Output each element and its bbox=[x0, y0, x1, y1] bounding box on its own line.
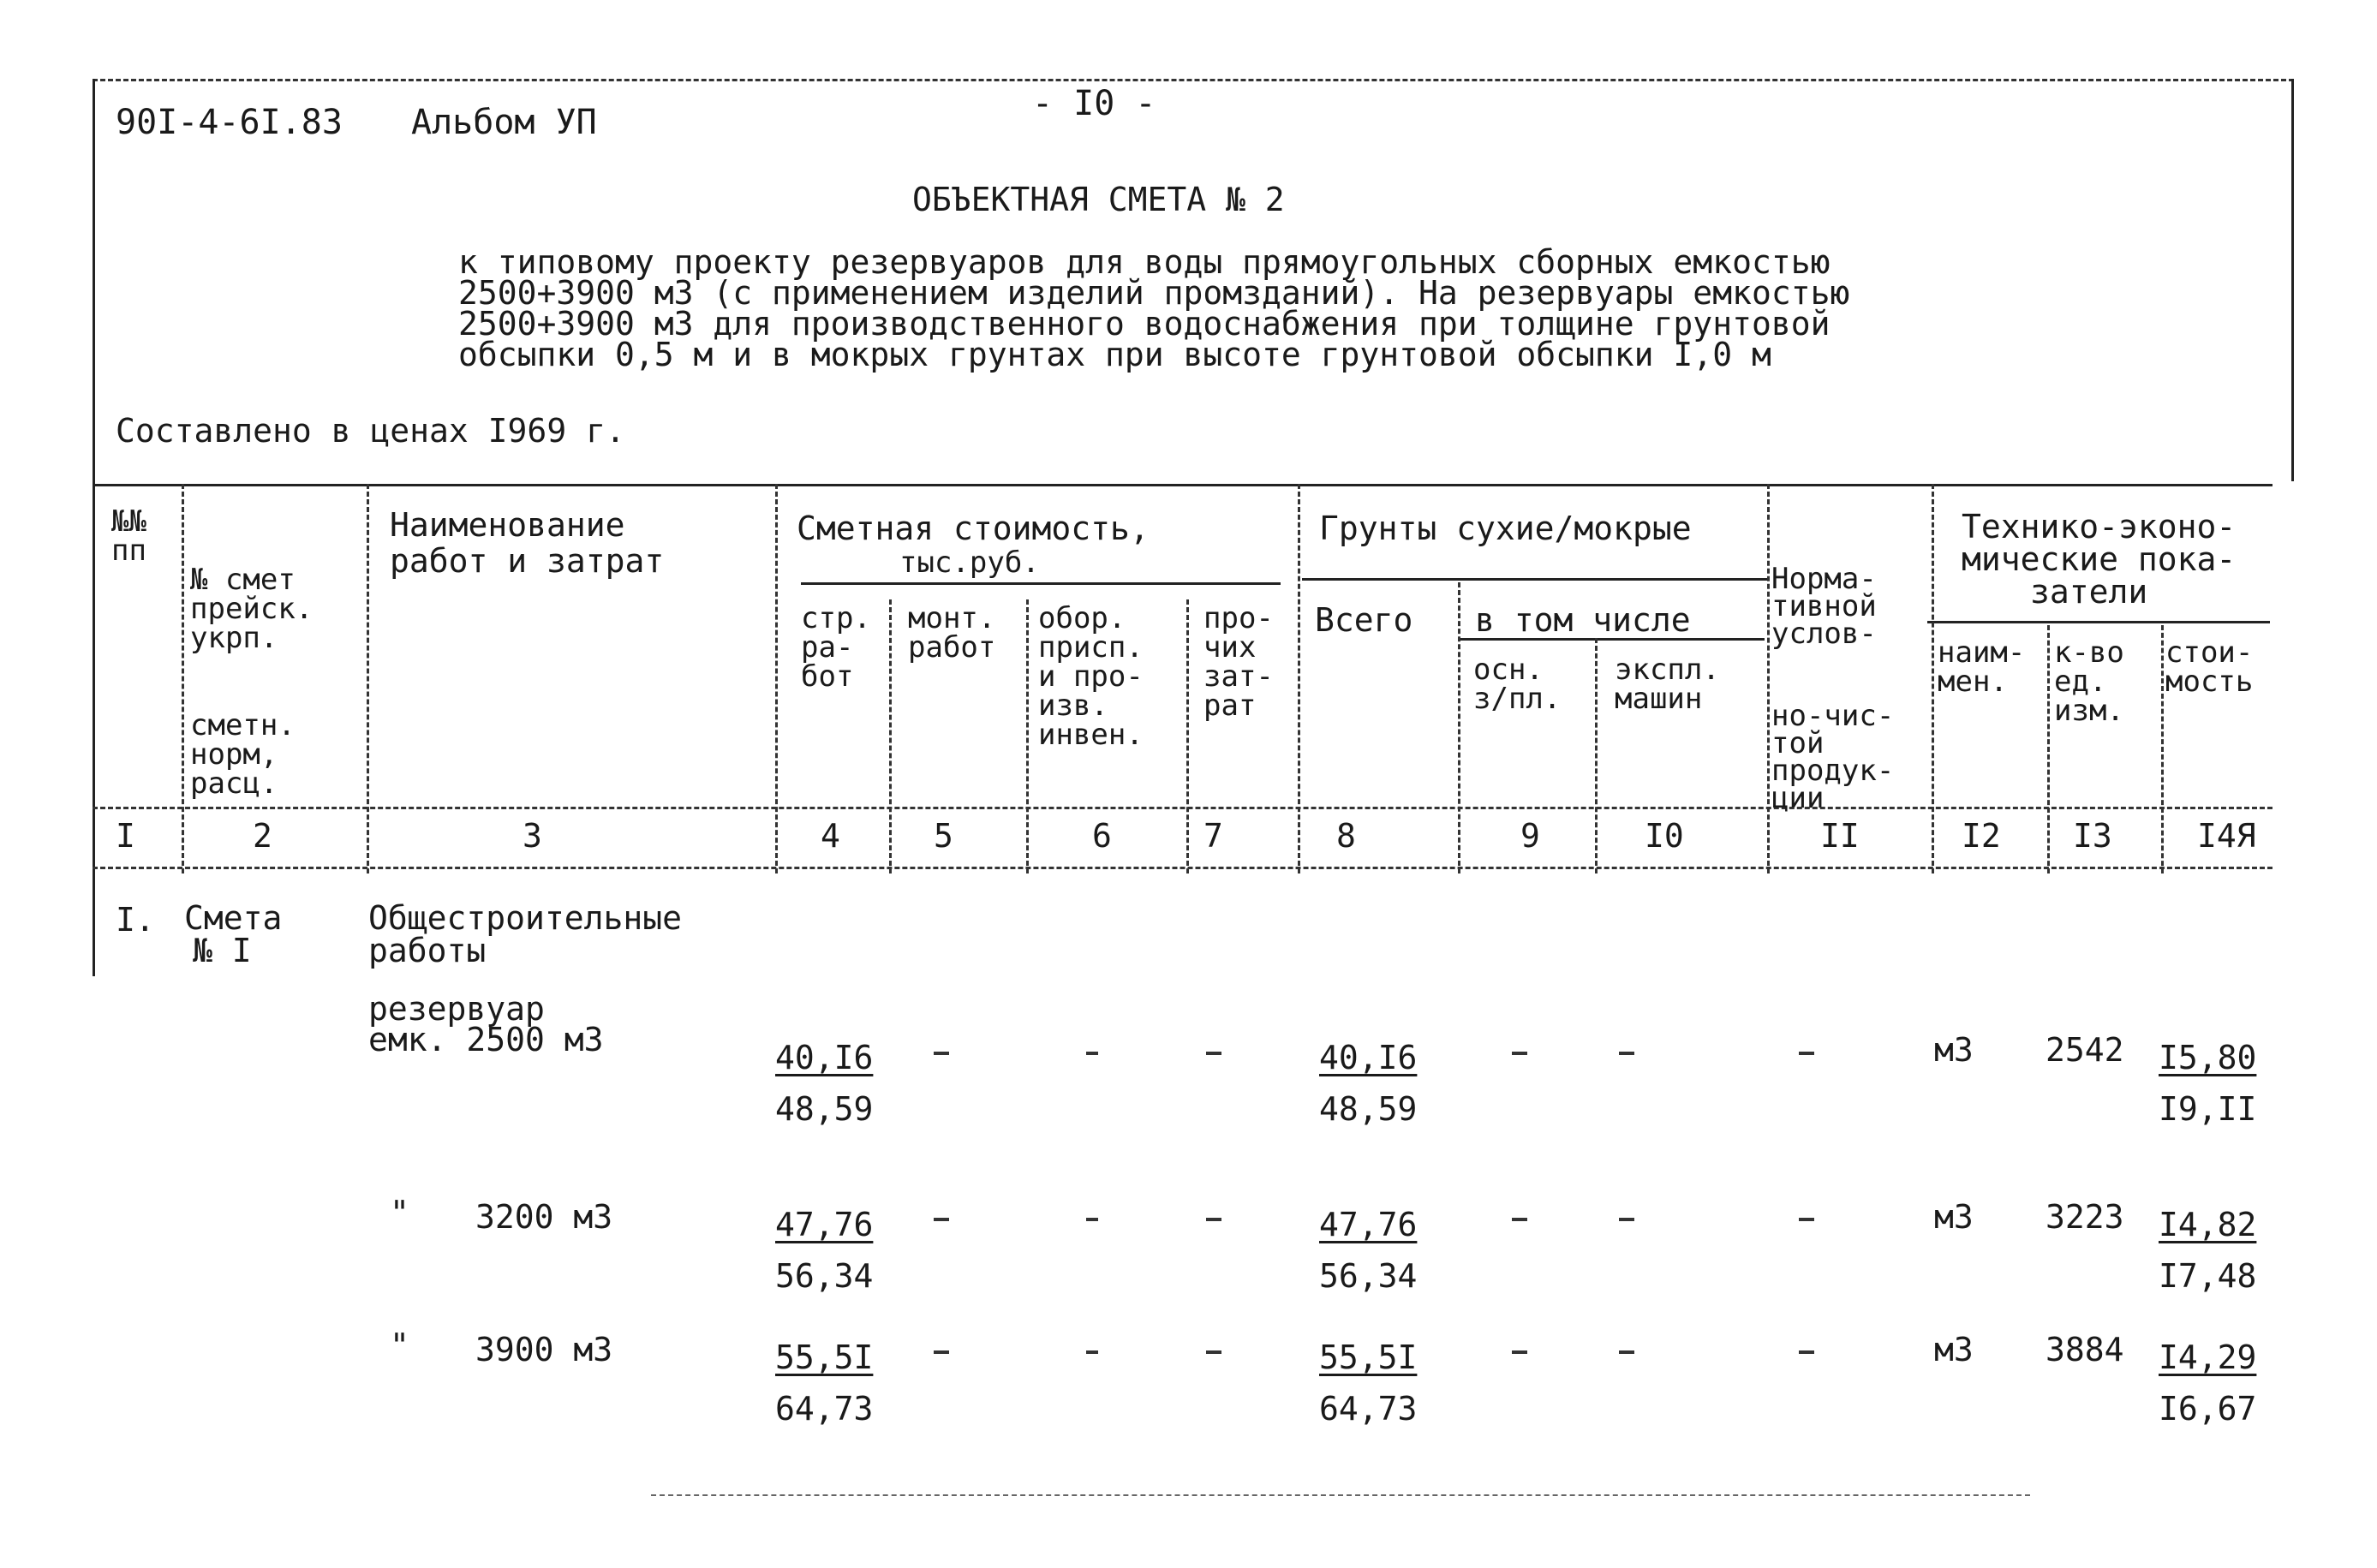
col13-header: к-во ед. изм. bbox=[2054, 635, 2124, 728]
table-row-dash-c7 bbox=[1206, 1218, 1221, 1221]
table-row-c4: 47,76 56,34 bbox=[775, 1206, 874, 1295]
col-sep-11 bbox=[1932, 484, 1934, 873]
numbers-bottom-line bbox=[93, 867, 2272, 869]
col-sep-6 bbox=[1186, 599, 1189, 873]
tech-group-line bbox=[1927, 621, 2270, 623]
table-row-dash-c5 bbox=[934, 1218, 949, 1221]
colnum-14: I4Я bbox=[2197, 817, 2256, 855]
col-sep-12 bbox=[2047, 625, 2050, 873]
table-row-dash-c5 bbox=[934, 1052, 949, 1055]
col11-header: Норма- тивной услов- но-чис- той продук- ции bbox=[1771, 562, 1895, 815]
cost-group-header-2: тыс.руб. bbox=[899, 546, 1040, 580]
table-row-qty: 3223 bbox=[2046, 1198, 2124, 1236]
colnum-7: 7 bbox=[1203, 817, 1223, 855]
col-sep-3 bbox=[775, 484, 778, 873]
colnum-6: 6 bbox=[1092, 817, 1112, 855]
table-row-dash-c6 bbox=[1086, 1052, 1098, 1055]
page-number: - I0 - bbox=[1032, 84, 1156, 123]
col-sep-10 bbox=[1767, 484, 1770, 873]
table-row-qty: 3884 bbox=[2046, 1331, 2124, 1368]
table-row-dash-c9 bbox=[1512, 1350, 1527, 1354]
cost-group-line bbox=[801, 582, 1281, 585]
col1-header: №№ пп bbox=[111, 504, 146, 568]
table-row-dash-c11 bbox=[1799, 1218, 1814, 1221]
table-row-name: 3200 м3 bbox=[475, 1198, 613, 1236]
table-row-dash-c6 bbox=[1086, 1218, 1098, 1221]
table-row-dash-c10 bbox=[1619, 1218, 1634, 1221]
colnum-10: I0 bbox=[1645, 817, 1684, 855]
subtitle-line-3: 2500+3900 м3 для производственного водоснабжения при толщине грунтовой bbox=[458, 305, 1831, 343]
col6-header: обор. присп. и про- изв. инвен. bbox=[1038, 601, 1144, 752]
col-sep-9 bbox=[1595, 638, 1598, 873]
table-row-dash-c9 bbox=[1512, 1218, 1527, 1221]
col3-header: Наименование работ и затрат bbox=[390, 506, 665, 580]
doc-code: 90I-4-6I.83 bbox=[116, 103, 343, 142]
table-row-name: резервуар емк. 2500 м3 bbox=[368, 990, 604, 1058]
table-row-ditto: " bbox=[390, 1327, 409, 1364]
col10-header: экспл. машин bbox=[1615, 653, 1720, 716]
table-row-unit: м3 bbox=[1934, 1198, 1974, 1236]
col4-header: стр. ра- бот bbox=[801, 601, 871, 694]
col-sep-4 bbox=[889, 599, 892, 873]
table-row-dash-c10 bbox=[1619, 1052, 1634, 1055]
table-row-qty: 2542 bbox=[2046, 1031, 2124, 1069]
colnum-8: 8 bbox=[1336, 817, 1356, 855]
col-sep-1 bbox=[182, 484, 184, 873]
table-row-c8: 55,5I 64,73 bbox=[1319, 1338, 1418, 1428]
colnum-2: 2 bbox=[253, 817, 272, 855]
colnum-3: 3 bbox=[523, 817, 542, 855]
table-row-unit: м3 bbox=[1934, 1031, 1974, 1069]
table-row-dash-c9 bbox=[1512, 1052, 1527, 1055]
colnum-11: II bbox=[1820, 817, 1860, 855]
table-row-unit: м3 bbox=[1934, 1331, 1974, 1368]
cost-group-header-1: Сметная стоимость, bbox=[797, 510, 1150, 547]
bottom-line bbox=[651, 1494, 2030, 1496]
subtitle-line-2: 2500+3900 м3 (с применением изделий промзданий). На резервуары емкостью bbox=[458, 274, 1850, 312]
table-row-c8: 47,76 56,34 bbox=[1319, 1206, 1418, 1295]
header-bottom-line bbox=[93, 807, 2272, 809]
prices-note: Составлено в ценах I969 г. bbox=[116, 412, 625, 450]
table-row-cost: I4,82 I7,48 bbox=[2159, 1206, 2257, 1295]
table-row-dash-c6 bbox=[1086, 1350, 1098, 1354]
table-row-dash-c10 bbox=[1619, 1350, 1634, 1354]
section-name: Общестроительные работы bbox=[368, 899, 683, 969]
col-sep-13 bbox=[2161, 625, 2164, 873]
colnum-5: 5 bbox=[934, 817, 953, 855]
table-row-cost: I5,80 I9,II bbox=[2159, 1039, 2257, 1128]
table-row-ditto: " bbox=[390, 1194, 409, 1231]
colnum-1: I bbox=[116, 817, 135, 855]
colnum-9: 9 bbox=[1520, 817, 1540, 855]
table-row-dash-c5 bbox=[934, 1350, 949, 1354]
table-row-name: 3900 м3 bbox=[475, 1331, 613, 1368]
col7-header: про- чих зат- рат bbox=[1203, 601, 1274, 723]
left-border bbox=[93, 79, 95, 976]
colnum-13: I3 bbox=[2073, 817, 2112, 855]
col-sep-7 bbox=[1298, 484, 1300, 873]
soil-group-line bbox=[1302, 578, 1769, 581]
colnum-12: I2 bbox=[1962, 817, 2001, 855]
table-row-c8: 40,I6 48,59 bbox=[1319, 1039, 1418, 1128]
table-row-cost: I4,29 I6,67 bbox=[2159, 1338, 2257, 1428]
col9-header: осн. з/пл. bbox=[1473, 653, 1562, 716]
col2-header: № смет прейск. укрп. сметн. норм, расц. bbox=[190, 563, 314, 801]
col14-header: стои- мость bbox=[2165, 635, 2254, 699]
table-row-c4: 40,I6 48,59 bbox=[775, 1039, 874, 1128]
col-sep-2 bbox=[367, 484, 369, 873]
document-title: ОБЪЕКТНАЯ СМЕТА № 2 bbox=[912, 181, 1285, 218]
table-row-dash-c7 bbox=[1206, 1350, 1221, 1354]
album-label: Альбом УП bbox=[411, 103, 597, 142]
col-sep-5 bbox=[1026, 599, 1029, 873]
col-sep-8 bbox=[1458, 582, 1460, 873]
tech-group-header: Технико-эконо- мические пока- затели bbox=[1962, 508, 2237, 611]
table-row-dash-c11 bbox=[1799, 1350, 1814, 1354]
subtitle-line-1: к типовому проекту резервуаров для воды прямоугольных сборных емкостью bbox=[458, 243, 1831, 281]
table-row-c4: 55,5I 64,73 bbox=[775, 1338, 874, 1428]
col12-header: наим- мен. bbox=[1938, 635, 2026, 699]
top-border bbox=[93, 79, 2294, 81]
table-top-line bbox=[93, 484, 2272, 486]
subtitle-line-4: обсыпки 0,5 м и в мокрых грунтах при высоте грунтовой обсыпки I,0 м bbox=[458, 336, 1771, 373]
incl-header: в том числе bbox=[1475, 601, 1691, 639]
colnum-4: 4 bbox=[821, 817, 840, 855]
table-row-dash-c7 bbox=[1206, 1052, 1221, 1055]
right-border bbox=[2291, 79, 2294, 481]
col5-header: монт. работ bbox=[908, 601, 996, 665]
section-number: I. bbox=[116, 901, 155, 939]
table-row-dash-c11 bbox=[1799, 1052, 1814, 1055]
soil-group-header: Грунты сухие/мокрые bbox=[1319, 510, 1692, 547]
section-ref: Смета № I bbox=[184, 899, 283, 969]
col8-header: Всего bbox=[1315, 601, 1413, 639]
